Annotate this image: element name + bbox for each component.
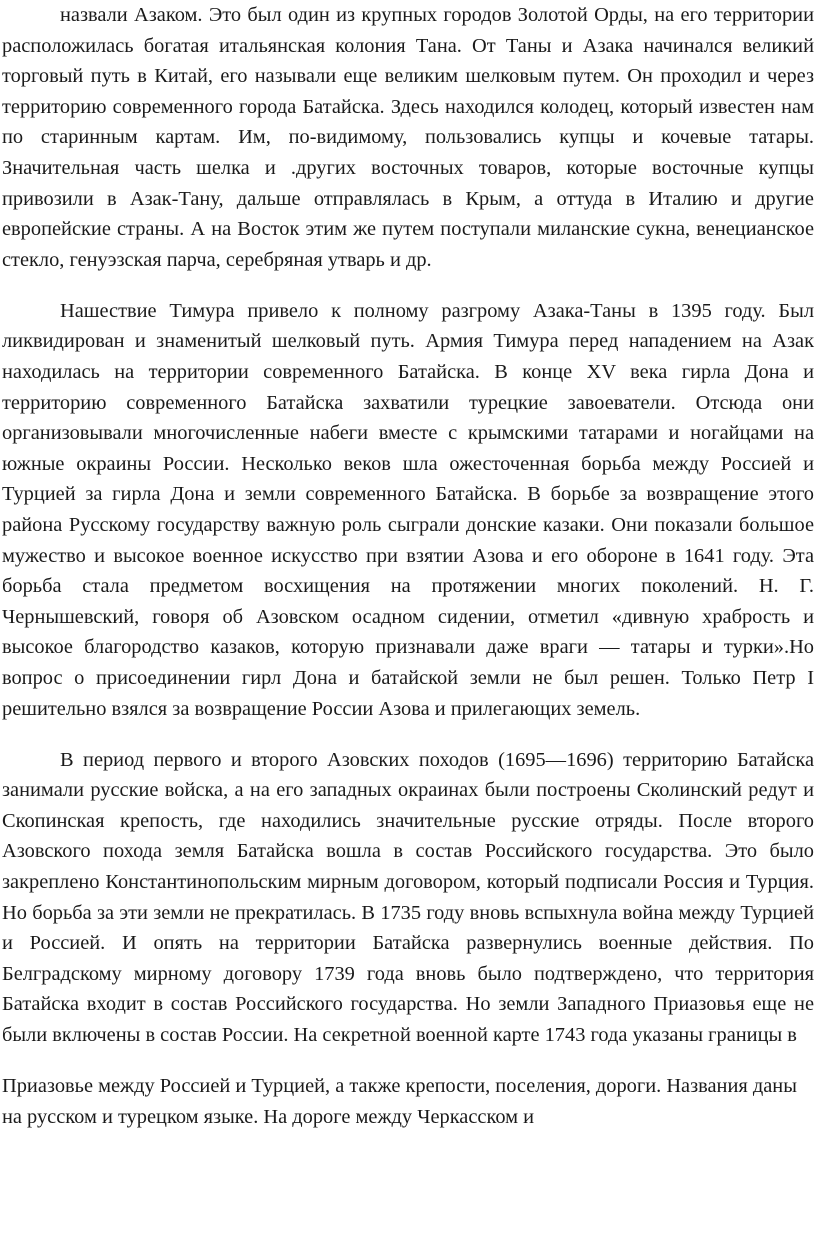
paragraph-timur-invasion: Нашествие Тимура привело к полному разгрому Азака-Таны в 1395 году. Был ликвидирован и знаменитый шелковый путь. Армия Тимура перед нападением на Азак находилась на территории современного Батайска. В конце XV века гирла Дона и территорию современного Батайска захватили турецкие завоеватели. Отсюда они организовывали многочисленные набеги вместе с крымскими татарами и ногайцами на южные окраины России. Несколько веков шла ожесточенная борьба между Россией и Турцией за гирла Дона и земли современного Батайска. В борьбе за возвращение этого района Русскому государству важную роль сыграли донские казаки. Они показали большое мужество и высокое военное искусство при взятии Азова и его обороне в 1641 году. Эта борьба стала предметом восхищения на протяжении многих поколений. Н. Г. Чернышевский, говоря об Азовском осадном сидении, отметил «дивную храбрость и высокое благородство казаков, которую признавали даже враги — татары и турки».Но вопрос о присоединении гирл Дона и батайской земли не был решен. Только Петр I решительно взялся за возвращение России Азова и прилегающих земель.: [2, 299, 814, 720]
paragraph-priazovye-border: Приазовье между Россией и Турцией, а также крепости, поселения, дороги. Названия даны на русском и турецком языке. На дороге между Черкасском и: [2, 1075, 797, 1128]
paragraph-azov-campaigns: В период первого и второго Азовских походов (1695—1696) территорию Батайска занимали русские войска, а на его западных окраинах были построены Сколинский редут и Скопинская крепость, где находились значительные русские отряды. После второго Азовского похода земля Батайска вошла в состав Российского государства. Это было закреплено Константинопольским мирным договором, который подписали Россия и Турция. Но борьба за эти земли не прекратилась. В 1735 году вновь вспыхнула война между Турцией и Россией. И опять на территории Батайска развернулись военные действия. По Белградскому мирному договору 1739 года вновь было подтверждено, что территория Батайска входит в состав Российского государства. Но земли Западного Приазовья еще не были включены в состав России. На секретной военной карте 1743 года указаны границы в: [2, 748, 814, 1046]
paragraph-azak-tana: назвали Азаком. Это был один из крупных городов Золотой Орды, на его территории расположилась богатая итальянская колония Тана. От Таны и Азака начинался великий торговый путь в Китай, его называли еще великим шелковым путем. Он проходил и через территорию современного города Батайска. Здесь находился колодец, который известен нам по старинным картам. Им, по-видимому, пользовались купцы и кочевые татары. Значительная часть шелка и .других восточных товаров, которые восточные купцы привозили в Азак-Тану, дальше отправлялась в Крым, а оттуда в Италию и другие европейские страны. А на Восток этим же путем поступали миланские сукна, венецианское стекло, генуэзская парча, серебряная утварь и др.: [2, 4, 814, 271]
